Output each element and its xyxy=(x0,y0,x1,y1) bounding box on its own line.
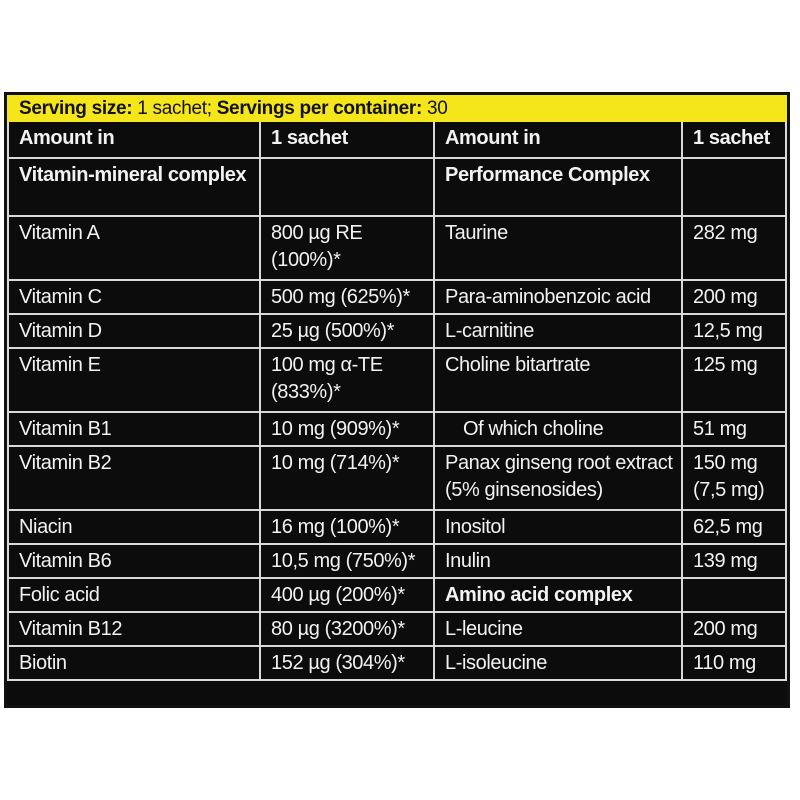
ingredient-amount: 282 mg xyxy=(682,216,786,280)
nutrient-amount: 16 mg (100%)* xyxy=(260,510,434,544)
nutrient-amount: 10,5 mg (750%)* xyxy=(260,544,434,578)
table-row xyxy=(8,314,786,348)
ingredient-amount: 51 mg xyxy=(682,412,786,446)
ingredient-name: L-leucine xyxy=(434,612,682,646)
nutrient-name: Vitamin B1 xyxy=(8,412,260,446)
nutrient-name: Vitamin B12 xyxy=(8,612,260,646)
ingredient-amount: 62,5 mg xyxy=(682,510,786,544)
section-title-performance: Performance Complex xyxy=(434,158,682,216)
ingredient-amount: 200 mg xyxy=(682,280,786,314)
ingredient-amount: 139 mg xyxy=(682,544,786,578)
nutrient-amount: 25 µg (500%)* xyxy=(260,314,434,348)
header-per-sachet-right: 1 sachet xyxy=(682,122,786,158)
nutrient-name: Folic acid xyxy=(8,578,260,612)
servings-per-container-label: Servings per container: xyxy=(216,98,423,119)
ingredient-name: Inositol xyxy=(434,510,682,544)
table-row xyxy=(8,544,786,578)
nutrient-amount: 400 µg (200%)* xyxy=(260,578,434,612)
ingredient-name-indented: Of which choline xyxy=(434,412,682,446)
ingredient-amount xyxy=(682,578,786,612)
nutrient-name: Vitamin B2 xyxy=(8,446,260,510)
ingredient-name: L-isoleucine xyxy=(434,646,682,680)
table-row xyxy=(8,446,786,510)
servings-per-container-value: 30 xyxy=(422,98,448,119)
ingredient-amount: 200 mg xyxy=(682,612,786,646)
table-row xyxy=(8,646,786,680)
table-row xyxy=(8,578,786,612)
nutrient-name: Biotin xyxy=(8,646,260,680)
table-row xyxy=(8,612,786,646)
ingredient-name: Panax ginseng root extract (5% ginsenosides) xyxy=(434,446,682,510)
nutrition-facts-panel xyxy=(4,92,790,708)
nutrient-name: Niacin xyxy=(8,510,260,544)
nutrient-name: Vitamin D xyxy=(8,314,260,348)
nutrient-amount: 100 mg α-TE (833%)* xyxy=(260,348,434,412)
serving-info-bar xyxy=(7,95,787,122)
serving-size-label: Serving size: xyxy=(19,98,133,119)
nutrient-amount: 10 mg (714%)* xyxy=(260,446,434,510)
nutrient-name: Vitamin E xyxy=(8,348,260,412)
ingredient-amount: 150 mg (7,5 mg) xyxy=(682,446,786,510)
table-row xyxy=(8,348,786,412)
header-amount-in-right: Amount in xyxy=(434,122,682,158)
nutrient-amount: 800 µg RE (100%)* xyxy=(260,216,434,280)
ingredient-amount: 12,5 mg xyxy=(682,314,786,348)
ingredient-name: Choline bitartrate xyxy=(434,348,682,412)
nutrient-amount: 80 µg (3200%)* xyxy=(260,612,434,646)
nutrient-name: Vitamin C xyxy=(8,280,260,314)
ingredient-name: L-carnitine xyxy=(434,314,682,348)
ingredient-amount: 125 mg xyxy=(682,348,786,412)
table-row xyxy=(8,280,786,314)
table-row xyxy=(8,510,786,544)
header-amount-in-left: Amount in xyxy=(8,122,260,158)
cell-amount xyxy=(682,158,786,216)
serving-size-value: 1 sachet; xyxy=(132,98,217,119)
ingredient-name: Para-aminobenzoic acid xyxy=(434,280,682,314)
nutrient-amount: 10 mg (909%)* xyxy=(260,412,434,446)
ingredient-amount: 110 mg xyxy=(682,646,786,680)
nutrient-amount: 152 µg (304%)* xyxy=(260,646,434,680)
table-header-row xyxy=(8,122,786,158)
ingredient-name: Taurine xyxy=(434,216,682,280)
table-row xyxy=(8,216,786,280)
table-row xyxy=(8,412,786,446)
nutrient-amount: 500 mg (625%)* xyxy=(260,280,434,314)
nutrient-name: Vitamin A xyxy=(8,216,260,280)
nutrition-table xyxy=(7,122,787,681)
nutrient-name: Vitamin B6 xyxy=(8,544,260,578)
ingredient-name: Inulin xyxy=(434,544,682,578)
section-title-vitamin-mineral: Vitamin-mineral complex xyxy=(8,158,260,216)
header-per-sachet-left: 1 sachet xyxy=(260,122,434,158)
section-title-amino-acid: Amino acid complex xyxy=(434,578,682,612)
table-row xyxy=(8,158,786,216)
cell-amount xyxy=(260,158,434,216)
